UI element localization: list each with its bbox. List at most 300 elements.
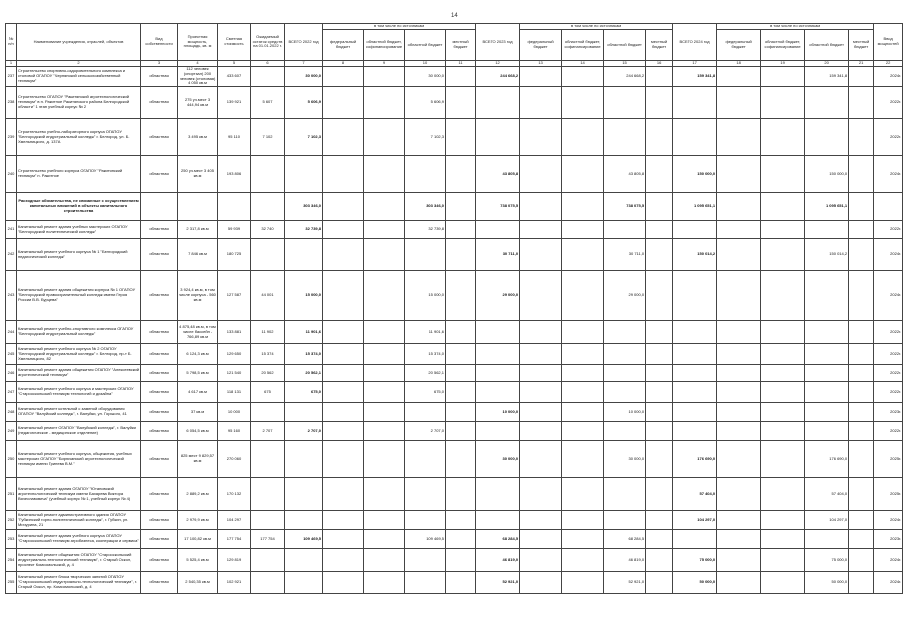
total-2022: 15 374,0: [285, 344, 323, 365]
empty-cell: [6, 193, 17, 221]
local-2022: [446, 365, 476, 382]
regional-2023: [604, 221, 646, 239]
object-name: Капитальный ремонт учебно-спортивного комплекса ОГАПОУ "Белгородский индустриальный колледж": [17, 321, 141, 344]
federal-2022: [323, 511, 364, 530]
col-index: 8: [323, 61, 364, 67]
capacity: 37 кв.м: [178, 403, 218, 422]
total-2023: 30 000,0: [476, 441, 520, 478]
regional-2022: [405, 403, 446, 422]
local-2023: [646, 403, 673, 422]
federal-2022: [323, 271, 364, 321]
expected-balance: [251, 403, 285, 422]
local-2024: [849, 403, 874, 422]
col-regional-2022: областной бюджет: [405, 30, 446, 61]
total-2023: 52 921,0: [476, 572, 520, 594]
regional-cofin-2024: [761, 344, 805, 365]
col-regional-cofin-2022: областной бюджет, софинансирование: [364, 30, 405, 61]
capacity: 4 617 кв.м: [178, 382, 218, 403]
table-row: [6, 119, 903, 156]
local-2024: [849, 478, 874, 511]
regional-cofin-2023: [562, 321, 604, 344]
local-2022: [446, 271, 476, 321]
empty-cell: [364, 193, 405, 221]
expected-balance: 2 707: [251, 422, 285, 441]
row-number: 237: [6, 67, 17, 87]
federal-2022: [323, 67, 364, 87]
regional-cofin-2023: [562, 549, 604, 572]
regional-2022: 15 000,0: [405, 271, 446, 321]
regional-cofin-2022: [364, 67, 405, 87]
empty-cell: [446, 193, 476, 221]
regional-2022: 7 102,3: [405, 119, 446, 156]
federal-2022: [323, 572, 364, 594]
ownership-type: областная: [141, 478, 178, 511]
object-name: Строительство учебно-лабораторного корпуса ОГАПОУ "Белгородский индустриальный колледж" г. Белгород, ул. Б. Хмельницкого, д. 137А: [17, 119, 141, 156]
local-2022: [446, 156, 476, 193]
total-2024: [673, 344, 717, 365]
table-row: [6, 441, 903, 478]
col-federal-2024: федеральный бюджет: [717, 30, 761, 61]
col-index: 20: [805, 61, 849, 67]
local-2024: [849, 530, 874, 549]
regional-cofin-2024: [761, 511, 805, 530]
federal-2024: [717, 67, 761, 87]
commissioning-year: 2024г.: [874, 156, 903, 193]
regional-cofin-2023: [562, 67, 604, 87]
commissioning-year: 2022г.: [874, 365, 903, 382]
federal-2023: [520, 221, 562, 239]
total-2022: [285, 239, 323, 271]
regional-2022: 2 707,0: [405, 422, 446, 441]
expected-balance: 11 902: [251, 321, 285, 344]
local-2023: [646, 511, 673, 530]
object-name: Капитальный ремонт общежития ОГАПОУ "Старооскольский индустриально-технологический техникум", г. Старый Оскол, проспект Комсомольский, д. 4: [17, 549, 141, 572]
regional-cofin-2022: [364, 119, 405, 156]
federal-2023: [520, 382, 562, 403]
estimated-cost: 121 540: [218, 365, 251, 382]
regional-2024: 150 014,2: [805, 239, 849, 271]
total-2024: 57 404,0: [673, 478, 717, 511]
col-index: 6: [251, 61, 285, 67]
regional-cofin-2022: [364, 221, 405, 239]
local-2024: [849, 382, 874, 403]
regional-2023: [604, 87, 646, 119]
regional-2023: [604, 511, 646, 530]
object-name: Строительство ОГАПОУ "Ракитянский агротехнологический техникум" в п. Ракитное Ракитянского района Белгородской области" 1 этап учебный корпус № 2: [17, 87, 141, 119]
regional-cofin-2022: [364, 382, 405, 403]
regional-cofin-2022: [364, 271, 405, 321]
sources-group-2023: в том числе по источникам: [520, 24, 673, 30]
total-2024: 159 341,8: [673, 67, 717, 87]
commissioning-year: 2023г.: [874, 530, 903, 549]
regional-2022: 20 562,1: [405, 365, 446, 382]
row-number: 242: [6, 239, 17, 271]
regional-cofin-2023: [562, 511, 604, 530]
col-name: Наименование учреждения, отраслей, объектов: [17, 24, 141, 61]
empty-cell: [251, 193, 285, 221]
total-2022: 675,0: [285, 382, 323, 403]
regional-cofin-2022: [364, 478, 405, 511]
col-kind: Вид собственности: [141, 24, 178, 61]
col-regional-cofin-2023: областной бюджет, софинансирование: [562, 30, 604, 61]
federal-2024: [717, 344, 761, 365]
table-row: [6, 478, 903, 511]
table-row: [6, 271, 903, 321]
federal-2023: [520, 156, 562, 193]
estimated-cost: 104 297: [218, 511, 251, 530]
table-row: [6, 382, 903, 403]
local-2023: [646, 478, 673, 511]
total-2023: 29 000,0: [476, 271, 520, 321]
regional-2023: 43 805,8: [604, 156, 646, 193]
regional-cofin-2023: [562, 530, 604, 549]
local-2022: [446, 403, 476, 422]
empty-cell: [874, 193, 903, 221]
commissioning-year: 2025г.: [874, 441, 903, 478]
federal-2024: [717, 422, 761, 441]
capacity: 825 мест 9 829,57 кв.м: [178, 441, 218, 478]
federal-2022: [323, 87, 364, 119]
local-2022: [446, 572, 476, 594]
capacity: 5 525,4 кв.м: [178, 549, 218, 572]
empty-cell: [323, 193, 364, 221]
regional-cofin-2022: [364, 321, 405, 344]
commissioning-year: 2022г.: [874, 422, 903, 441]
federal-2023: [520, 87, 562, 119]
estimated-cost: 59 939: [218, 221, 251, 239]
total-2022: 20 562,1: [285, 365, 323, 382]
local-2022: [446, 422, 476, 441]
capacity: 6 054,5 кв.м: [178, 422, 218, 441]
row-number: 250: [6, 441, 17, 478]
capacity: 7 846 кв.м: [178, 239, 218, 271]
federal-2024: [717, 365, 761, 382]
total-2022: 109 469,5: [285, 530, 323, 549]
federal-2024: [717, 119, 761, 156]
estimated-cost: 139 921: [218, 87, 251, 119]
federal-2023: [520, 67, 562, 87]
empty-cell: [717, 193, 761, 221]
regional-cofin-2023: [562, 344, 604, 365]
total-2022: [285, 441, 323, 478]
estimated-cost: 170 132: [218, 478, 251, 511]
col-local-2023: местный бюджет: [646, 30, 673, 61]
expected-balance: 5 607: [251, 87, 285, 119]
capacity: 5 798,5 кв.м: [178, 365, 218, 382]
commissioning-year: 2024г.: [874, 271, 903, 321]
local-2024: [849, 549, 874, 572]
regional-2022: [405, 511, 446, 530]
row-number: 245: [6, 344, 17, 365]
commissioning-year: 2022г.: [874, 382, 903, 403]
regional-cofin-2023: [562, 119, 604, 156]
regional-cofin-2023: [562, 382, 604, 403]
expected-balance: 32 740: [251, 221, 285, 239]
regional-cofin-2022: [364, 511, 405, 530]
regional-2024: [805, 422, 849, 441]
total-2022: [285, 511, 323, 530]
regional-2023: [604, 422, 646, 441]
total-2023: 244 668,2: [476, 67, 520, 87]
total-2022: [285, 156, 323, 193]
total-2023: [476, 344, 520, 365]
total-2024: 176 690,0: [673, 441, 717, 478]
local-2023: [646, 67, 673, 87]
table-row: [6, 321, 903, 344]
regional-2024: 176 690,0: [805, 441, 849, 478]
federal-2024: [717, 87, 761, 119]
ownership-type: областная: [141, 87, 178, 119]
federal-2023: [520, 572, 562, 594]
federal-2023: [520, 478, 562, 511]
capacity: 4 875,48 кв.м, в том числе бассейн - 766,89 кв.м: [178, 321, 218, 344]
total-2022: 15 000,0: [285, 271, 323, 321]
federal-2022: [323, 365, 364, 382]
local-2023: [646, 422, 673, 441]
regional-2022: [405, 549, 446, 572]
local-2022: [446, 67, 476, 87]
federal-2022: [323, 156, 364, 193]
capacity: 250 уч.мест 3 405 кв.м: [178, 156, 218, 193]
empty-cell: [141, 193, 178, 221]
federal-2022: [323, 321, 364, 344]
regional-cofin-2022: [364, 422, 405, 441]
commissioning-year: 2024г.: [874, 511, 903, 530]
federal-2023: [520, 271, 562, 321]
local-2023: [646, 221, 673, 239]
regional-2024: 150 000,0: [805, 156, 849, 193]
local-2024: [849, 344, 874, 365]
table-row: [6, 221, 903, 239]
capacity: 2 317,8 кв.м: [178, 221, 218, 239]
local-2022: [446, 239, 476, 271]
regional-2023: [604, 344, 646, 365]
capacity: 2 540,35 кв.м: [178, 572, 218, 594]
regional-2024: [805, 221, 849, 239]
capacity: 3 924,4 кв.м, в том числе корпуса - 560 кв.м: [178, 271, 218, 321]
local-2023: [646, 441, 673, 478]
ownership-type: областная: [141, 530, 178, 549]
total-2023: 46 819,0: [476, 549, 520, 572]
local-2024: [849, 365, 874, 382]
local-2023: [646, 156, 673, 193]
table-row: [6, 530, 903, 549]
regional-cofin-2024: [761, 403, 805, 422]
total-2023: [476, 87, 520, 119]
regional-cofin-2023: [562, 239, 604, 271]
commissioning-year: 2024г.: [874, 549, 903, 572]
federal-2023: [520, 511, 562, 530]
row-number: 238: [6, 87, 17, 119]
regional-cofin-2023: [562, 365, 604, 382]
federal-2024: [717, 403, 761, 422]
regional-2024: [805, 321, 849, 344]
object-name: Капитальный ремонт учебного корпуса № 2 ОГАПОУ "Белгородский индустриальный колледж" г. Белгород, пр-т Б. Хмельницкого, 82: [17, 344, 141, 365]
local-2024: [849, 441, 874, 478]
expected-balance: [251, 549, 285, 572]
federal-2023: [520, 403, 562, 422]
federal-2022: [323, 119, 364, 156]
federal-2023: [520, 365, 562, 382]
federal-2023: [520, 239, 562, 271]
federal-2024: [717, 221, 761, 239]
regional-2024: [805, 119, 849, 156]
federal-2024: [717, 478, 761, 511]
empty-cell: [562, 193, 604, 221]
regional-2023: [604, 119, 646, 156]
regional-2022: 30 000,0: [405, 67, 446, 87]
regional-2024: 104 297,0: [805, 511, 849, 530]
local-2024: [849, 572, 874, 594]
estimated-cost: 10 000: [218, 403, 251, 422]
col-index: 2: [17, 61, 141, 67]
regional-cofin-2024: [761, 382, 805, 403]
expected-balance: [251, 572, 285, 594]
regional-2023: [604, 478, 646, 511]
regional-2024: [805, 403, 849, 422]
estimated-cost: 133 881: [218, 321, 251, 344]
federal-2024: [717, 441, 761, 478]
expected-balance: 7 102: [251, 119, 285, 156]
commissioning-year: 2024г.: [874, 67, 903, 87]
ownership-type: областная: [141, 365, 178, 382]
section-total-2024: 1 095 651,1: [673, 193, 717, 221]
regional-cofin-2023: [562, 478, 604, 511]
object-name: Капитальный ремонт здания общежития ОГАПОУ "Алексеевский агротехнический техникум": [17, 365, 141, 382]
total-2024: [673, 530, 717, 549]
regional-2022: 11 901,6: [405, 321, 446, 344]
regional-2022: [405, 239, 446, 271]
total-2022: 5 606,9: [285, 87, 323, 119]
col-federal-2023: федеральный бюджет: [520, 30, 562, 61]
regional-2022: 109 469,5: [405, 530, 446, 549]
estimated-cost: 193 806: [218, 156, 251, 193]
regional-cofin-2023: [562, 441, 604, 478]
col-index: 7: [285, 61, 323, 67]
expected-balance: [251, 67, 285, 87]
local-2022: [446, 87, 476, 119]
table-row: [6, 365, 903, 382]
row-number: 244: [6, 321, 17, 344]
section-total-2023: 738 075,5: [476, 193, 520, 221]
section-regional-2022: 303 346,0: [405, 193, 446, 221]
total-2023: [476, 119, 520, 156]
col-capacity: Проектная мощность, площадь, кв. м: [178, 24, 218, 61]
col-index: 10: [405, 61, 446, 67]
col-federal-2022: федеральный бюджет: [323, 30, 364, 61]
federal-2024: [717, 530, 761, 549]
local-2022: [446, 530, 476, 549]
regional-cofin-2022: [364, 365, 405, 382]
estimated-cost: 129 819: [218, 549, 251, 572]
total-2022: 2 707,0: [285, 422, 323, 441]
empty-cell: [178, 193, 218, 221]
expected-balance: [251, 511, 285, 530]
row-number: 253: [6, 530, 17, 549]
col-index: 19: [761, 61, 805, 67]
col-regional-cofin-2024: областной бюджет, софинансирование: [761, 30, 805, 61]
col-index: 17: [673, 61, 717, 67]
object-name: Капитальный ремонт блока творческих занятий ОГАПОУ "Старооскольский индустриально-технологический техникум", г. Старый Оскол, пр. Комсомольский, д. 4: [17, 572, 141, 594]
table-row: [6, 239, 903, 271]
regional-2022: [405, 478, 446, 511]
regional-cofin-2024: [761, 221, 805, 239]
regional-2023: 46 819,0: [604, 549, 646, 572]
empty-cell: [849, 193, 874, 221]
ownership-type: областная: [141, 403, 178, 422]
federal-2022: [323, 441, 364, 478]
regional-2022: 15 374,0: [405, 344, 446, 365]
empty-cell: [520, 193, 562, 221]
commissioning-year: 2022г.: [874, 221, 903, 239]
regional-cofin-2022: [364, 549, 405, 572]
total-2023: [476, 221, 520, 239]
col-index: 12: [476, 61, 520, 67]
regional-2023: [604, 365, 646, 382]
col-index: 13: [520, 61, 562, 67]
federal-2023: [520, 321, 562, 344]
local-2023: [646, 119, 673, 156]
local-2023: [646, 530, 673, 549]
expected-balance: [251, 239, 285, 271]
capacity: 2 979,9 кв.м: [178, 511, 218, 530]
total-2023: 10 000,0: [476, 403, 520, 422]
total-2023: [476, 365, 520, 382]
local-2024: [849, 239, 874, 271]
total-2024: 104 297,0: [673, 511, 717, 530]
ownership-type: областная: [141, 239, 178, 271]
regional-cofin-2024: [761, 422, 805, 441]
regional-cofin-2024: [761, 549, 805, 572]
total-2024: 50 000,0: [673, 572, 717, 594]
regional-2024: [805, 271, 849, 321]
col-regional-2024: областной бюджет: [805, 30, 849, 61]
estimated-cost: 177 754: [218, 530, 251, 549]
ownership-type: областная: [141, 344, 178, 365]
object-name: Капитальный ремонт здания учебных мастерских ОГАПОУ "Белгородский политехнический колледж": [17, 221, 141, 239]
regional-cofin-2022: [364, 87, 405, 119]
col-estimate: Сметная стоимость: [218, 24, 251, 61]
col-index: 21: [849, 61, 874, 67]
col-total-2023: ВСЕГО 2023 год: [476, 24, 520, 61]
commissioning-year: 2025г.: [874, 478, 903, 511]
sources-group-2022: в том числе по источникам: [323, 24, 476, 30]
local-2023: [646, 382, 673, 403]
ownership-type: областная: [141, 221, 178, 239]
row-number: 254: [6, 549, 17, 572]
expected-balance: [251, 441, 285, 478]
federal-2024: [717, 511, 761, 530]
federal-2024: [717, 271, 761, 321]
federal-2022: [323, 478, 364, 511]
section-regional-2023: 738 075,5: [604, 193, 646, 221]
table-row: [6, 572, 903, 594]
col-index: 11: [446, 61, 476, 67]
object-name: Капитальный ремонт ОГАПОУ "Валуйский колледж", г. Валуйки (педагогическое - медицинское отделение): [17, 422, 141, 441]
total-2024: [673, 221, 717, 239]
regional-cofin-2022: [364, 572, 405, 594]
regional-cofin-2024: [761, 441, 805, 478]
capacity: 3 495 кв.м: [178, 119, 218, 156]
federal-2022: [323, 221, 364, 239]
total-2022: [285, 403, 323, 422]
local-2024: [849, 321, 874, 344]
capacity: 6 124,3 кв.м: [178, 344, 218, 365]
expected-balance: 44 001: [251, 271, 285, 321]
row-number: 248: [6, 403, 17, 422]
commissioning-year: 2024г.: [874, 239, 903, 271]
federal-2022: [323, 344, 364, 365]
